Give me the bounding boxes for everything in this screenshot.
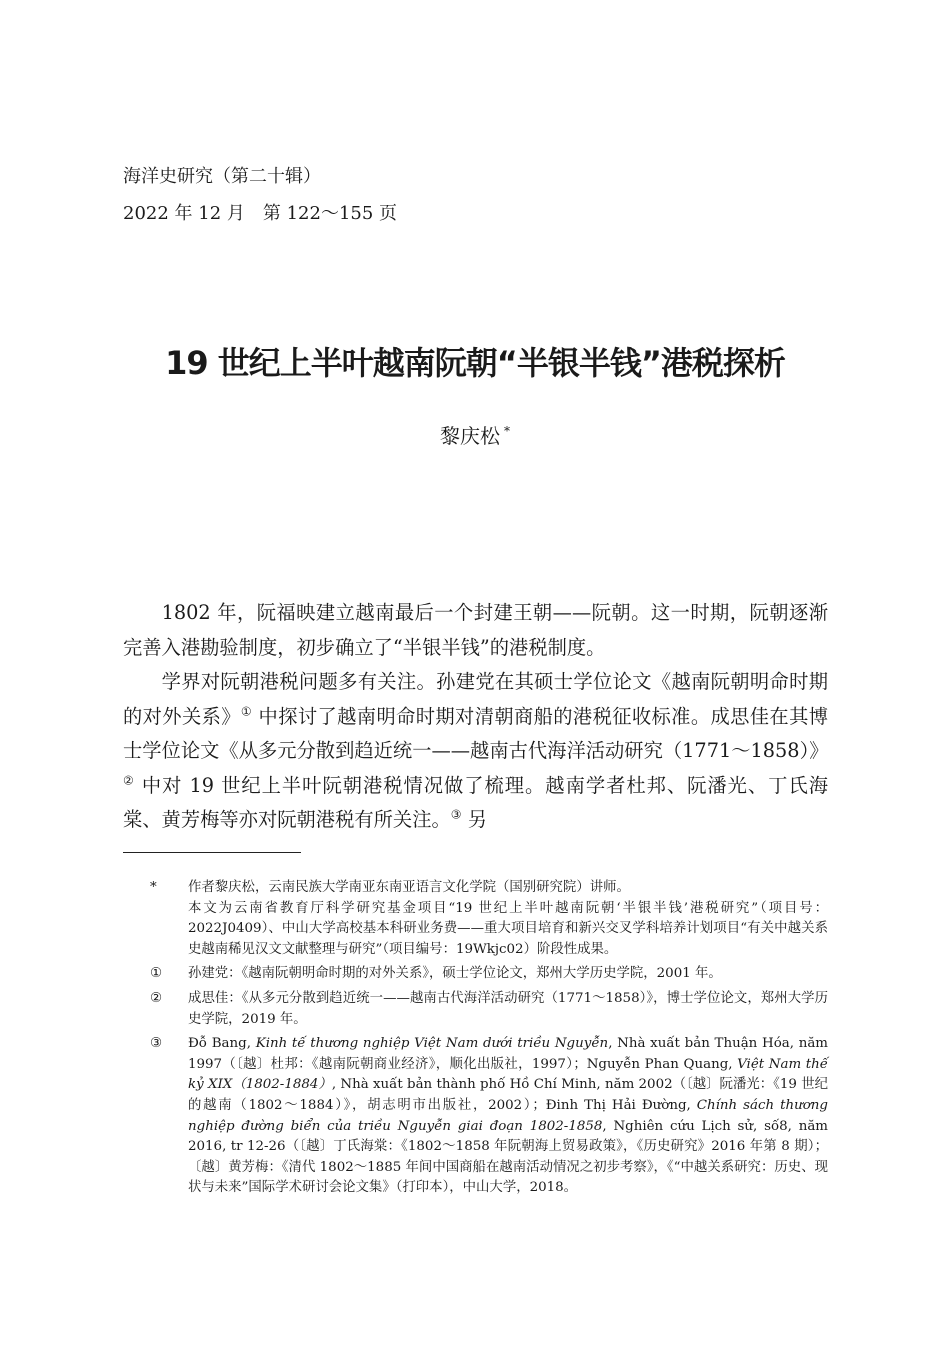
paragraph-2-text-b: 中探讨了越南明命时期对清朝商船的港税征收标准。成思佳在其博士学位论文《从多元分散到趋近统一——越南古代海洋活动研究（1771～1858）》 — [123, 704, 829, 762]
footnote-star-mark: * — [150, 880, 157, 895]
footnote-star-funding: 本文为云南省教育厅科学研究基金项目“19 世纪上半叶越南阮朝‘半银半钱’港税研究”（项目号：2022J0409）、中山大学高校基本科研业务费——重大项目培育和新兴交叉学科培养计划项目“有关中越关系史越南稀见汉文文献整理与研究”（项目编号：19Wkjc02）阶段性成果。 — [188, 900, 828, 957]
author-footnote-mark[interactable]: * — [504, 424, 510, 439]
article-body — [123, 596, 828, 838]
footnote-3-part-4: , Nghiên cứu Lịch sử, số8, năm 2016, tr 12-26（〔越〕丁氏海棠：《1802～1858 年阮朝海上贸易政策》，《历史研究》2016 年第 8 期）；〔越〕黄芳梅：《清代 1802～1885 年间中国商船在越南活动情况之初步考察》，《“中越关系研究：历史、现状与未来”国际学术研讨会论文集》（打印本），中山大学，2018。 — [188, 1118, 829, 1196]
footnote-2 — [150, 989, 828, 1030]
issue-pages: 2022 年 12 月 第 122～155 页 — [123, 203, 398, 224]
footnote-3-part-1: Đỗ Bang, — [188, 1036, 256, 1052]
paragraph-2 — [123, 665, 828, 838]
footnote-ref-3[interactable]: ③ — [450, 807, 462, 822]
journal-name: 海洋史研究（第二十辑） — [123, 166, 321, 187]
footnote-3-part-3: , Nhà xuất bản thành phố Hồ Chí Minh, năm 2002（〔越〕阮潘光：《19 世纪的越南（1802～1884）》，胡志明市出版社，2002）；Đinh Thị Hải Đường, — [188, 1077, 828, 1113]
footnote-3-title-1: Kinh tế thương nghiệp Việt Nam dưới triều Nguyễn — [255, 1036, 609, 1052]
footnote-3-text — [188, 1034, 828, 1199]
paragraph-2-text-c: 中对 19 世纪上半叶阮朝港税情况做了梳理。越南学者杜邦、阮潘光、丁氏海棠、黄芳梅等亦对阮朝港税有所关注。 — [123, 773, 828, 831]
footnote-star-author: 作者黎庆松，云南民族大学南亚东南亚语言文化学院（国别研究院）讲师。 — [188, 880, 630, 895]
footnote-ref-2[interactable]: ② — [123, 773, 135, 788]
footnote-ref-1[interactable]: ① — [240, 704, 253, 719]
paragraph-1: 1802 年，阮福映建立越南最后一个封建王朝——阮朝。这一时期，阮朝逐渐完善入港勘验制度，初步确立了“半银半钱”的港税制度。 — [123, 601, 828, 659]
footnote-3-part-2: , Nhà xuất bản Thuận Hóa, năm 1997（〔越〕杜邦：《越南阮朝商业经济》，顺化出版社，1997）；Nguyễn Phan Quang, — [188, 1036, 828, 1072]
author-name: 黎庆松 — [440, 424, 500, 448]
footnote-1-mark: ① — [150, 966, 163, 982]
footnote-1-text: 孙建党：《越南阮朝明命时期的对外关系》，硕士学位论文，郑州大学历史学院，2001 年。 — [188, 966, 722, 982]
footnote-1 — [150, 964, 828, 985]
footnote-divider — [123, 852, 301, 853]
footnotes — [150, 878, 828, 1203]
footnote-3-title-2: Việt Nam thế kỷ XIX（1802-1884） — [188, 1056, 828, 1093]
footnote-2-text: 成思佳：《从多元分散到趋近统一——越南古代海洋活动研究（1771～1858）》，博士学位论文，郑州大学历史学院，2019 年。 — [188, 990, 828, 1027]
author-line — [0, 420, 950, 449]
paragraph-2-text-d: 另 — [467, 808, 487, 831]
footnote-star — [150, 878, 828, 960]
paragraph-2-text-a: 学界对阮朝港税问题多有关注。孙建党在其硕士学位论文《越南阮朝明命时期的对外关系》 — [123, 670, 828, 728]
footnote-2-mark: ② — [150, 990, 163, 1006]
footnote-3 — [150, 1034, 828, 1199]
footnote-3-mark: ③ — [150, 1036, 163, 1052]
article-title: 19 世纪上半叶越南阮朝“半银半钱”港税探析 — [165, 344, 785, 382]
footnote-3-title-3: Chính sách thương nghiệp đường biển của triều Nguyễn giai đoạn 1802-1858 — [188, 1097, 829, 1134]
